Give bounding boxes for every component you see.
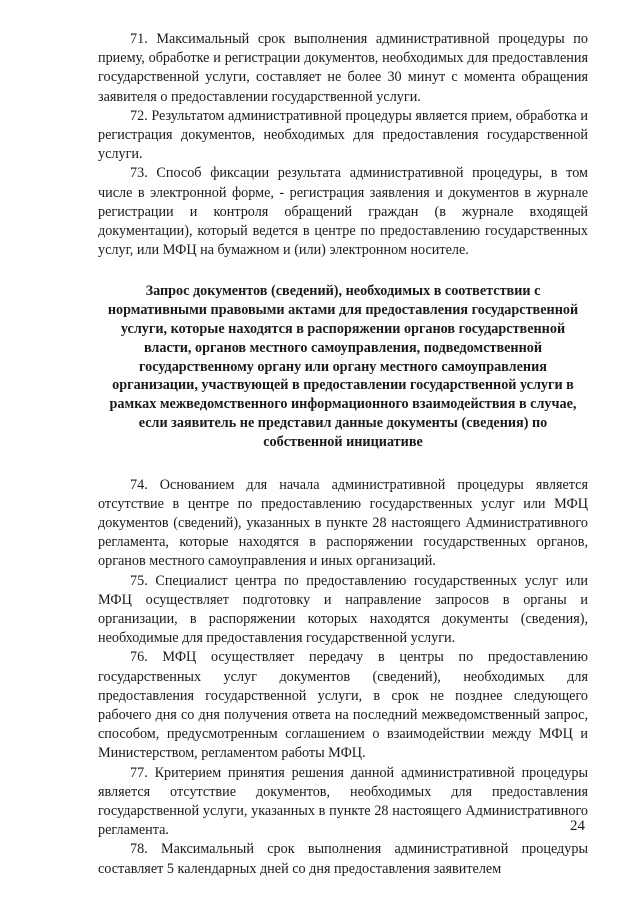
paragraph-72: 72. Результатом административной процедуры является прием, обработка и регистрация документов, необходимых для предоставления государственной услуги. [98,107,588,163]
paragraph-77: 77. Критерием принятия решения данной административной процедуры является отсутствие документов, необходимых для предоставления государственной услуги, указанных в пункте 28 настоящего Административного регламента. [98,764,588,839]
page-number: 24 [570,818,585,834]
paragraph-73: 73. Способ фиксации результата административной процедуры, в том числе в электронной форме, - регистрация заявления и документов в журнале регистрации и контроля обращений граждан (в журнале входящей документации), который ведется в центре по предоставлению государственных услуг, или МФЦ на бумажном и (или) электронном носителе. [98,165,588,259]
paragraph-74: 74. Основанием для начала административной процедуры является отсутствие в центре по предоставлению государственных услуг или МФЦ документов (сведений), указанных в пункте 28 настоящего Административного регламента, которые находятся в распоряжении государственных органов, органов местного самоуправления и иных организаций. [98,476,588,570]
paragraph-71: 71. Максимальный срок выполнения административной процедуры по приему, обработке и регистрации документов, необходимых для предоставления государственной услуги, составляет не более 30 минут с момента обращения заявителя о предоставлении государственной услуги. [98,31,588,105]
document-body [98,30,588,879]
paragraph-78: 78. Максимальный срок выполнения административной процедуры составляет 5 календарных дней со дня предоставления заявителем [98,841,588,877]
section-heading: Запрос документов (сведений), необходимых в соответствии с нормативными правовыми актами для предоставления государственной услуги, которые находятся в распоряжении органов государственной власти, органов местного самоуправления, подведомственной государственному органу или органу местного самоуправления организации, участвующей в предоставлении государственной услуги в рамках межведомственного информационного взаимодействия в случае, если заявитель не представил данные документы (сведения) по собственной инициативе [107,283,579,450]
paragraph-76: 76. МФЦ осуществляет передачу в центры по предоставлению государственных услуг документов (сведений), необходимых для предоставления государственной услуги, в срок не позднее следующего рабочего дня со дня получения ответа на последний межведомственный запрос, способом, предусмотренным соглашением о взаимодействии между МФЦ и Министерством, регламентом работы МФЦ. [98,649,588,762]
paragraph-75: 75. Специалист центра по предоставлению государственных услуг или МФЦ осуществляет подготовку и направление запросов в органы и организации, в распоряжении которых находятся документы (сведения), необходимые для предоставления государственной услуги. [98,572,588,647]
